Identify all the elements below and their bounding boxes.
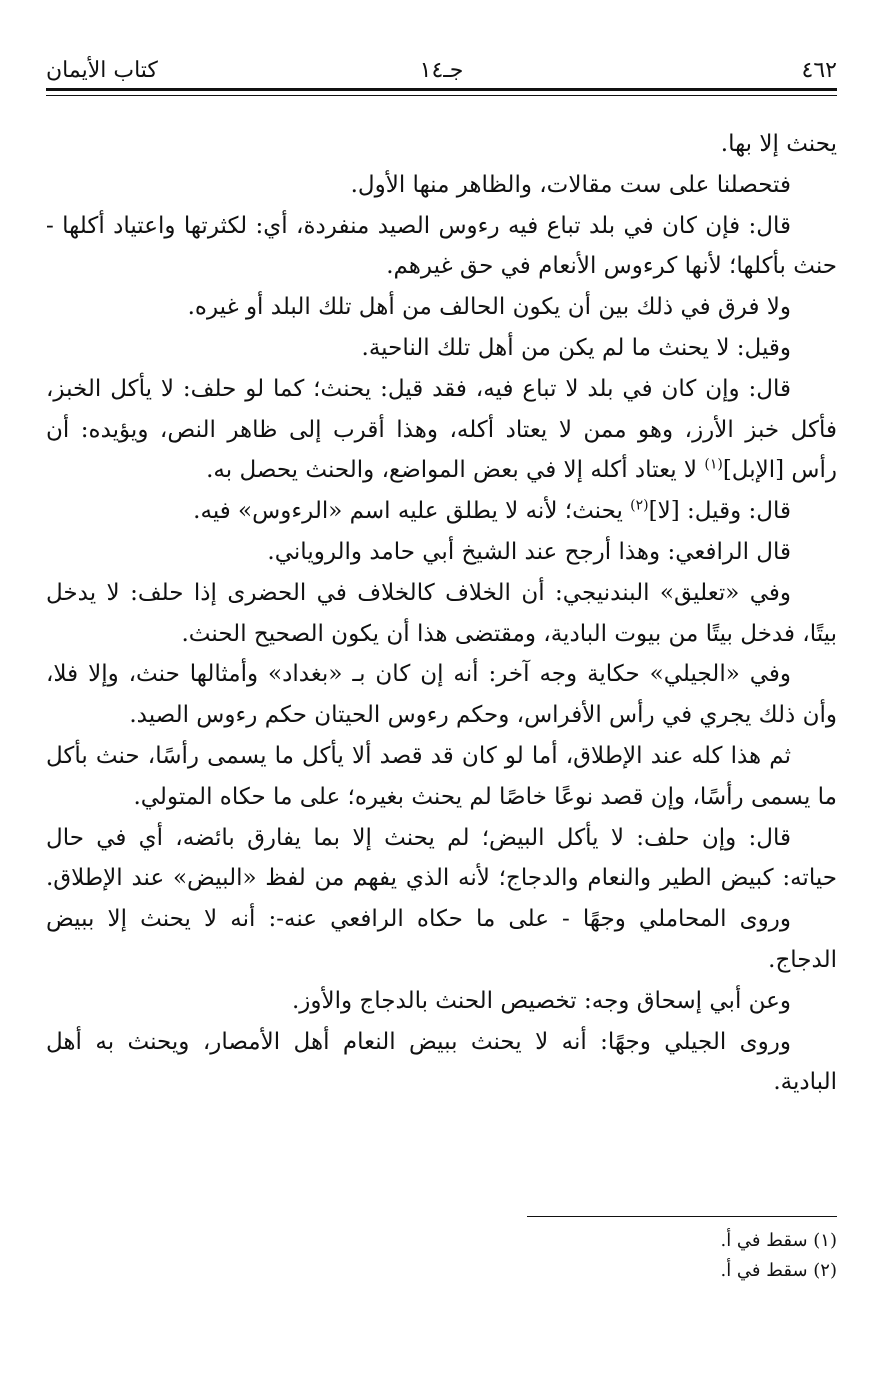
volume-label: جـ١٤ <box>419 58 464 83</box>
page-header <box>46 52 837 92</box>
text-line: فأكل خبز الأرز، وهو ممن لا يعتاد أكله، وهذا أقرب إلى ظاهر النص، ويؤيده: أن <box>46 416 837 443</box>
text-line: قال: فإن كان في بلد تباع فيه رءوس الصيد منفردة، أي: لكثرتها واعتياد أكلها - <box>46 212 791 239</box>
footnote-divider <box>527 1216 837 1217</box>
book-title: كتاب الأيمان <box>46 58 158 83</box>
text-line: ولا فرق في ذلك بين أن يكون الحالف من أهل تلك البلد أو غيره. <box>187 294 791 321</box>
text-line: وفي «تعليق» البندنيجي: أن الخلاف كالخلاف في الحضرى إذا حلف: لا يدخل <box>46 579 791 606</box>
footnote-number: (١) <box>813 1230 837 1251</box>
text-line: قال: وإن حلف: لا يأكل البيض؛ لم يحنث إلا بما يفارق بائضه، أي في حال <box>46 824 791 851</box>
text-line: وأن ذلك يجري في رأس الأفراس، وحكم رءوس الحيتان حكم رءوس الصيد. <box>129 702 837 729</box>
text-line: بيتًا، فدخل بيتًا من بيوت البادية، ومقتضى هذا أن يكون الصحيح الحنث. <box>181 620 837 647</box>
footnotes <box>46 1226 837 1286</box>
text-segment: لا يعتاد أكله إلا في بعض المواضع، والحنث يحصل به. <box>206 457 705 484</box>
text-line: وروى المحاملي وجهًا - على ما حكاه الرافعي عنه-: أنه لا يحنث إلا ببيض <box>46 906 791 933</box>
text-line: يحنث إلا بها. <box>720 131 837 157</box>
text-line: قال: وإن كان في بلد لا تباع فيه، فقد قيل: يحنث؛ كما لو حلف: لا يأكل الخبز، <box>46 375 791 402</box>
header-divider-thick <box>46 88 837 91</box>
text-segment: رأس [الإبل] <box>722 457 837 484</box>
footnote <box>46 1256 837 1286</box>
footnote <box>46 1226 837 1256</box>
text-segment: يحنث؛ لأنه لا يطلق عليه اسم «الرءوس» فيه. <box>193 498 631 525</box>
footnote-text: سقط في أ. <box>720 1260 808 1281</box>
text-line: فتحصلنا على ست مقالات، والظاهر منها الأول. <box>350 171 791 198</box>
text-line: حنث بأكلها؛ لأنها كرءوس الأنعام في حق غيرهم. <box>386 253 837 280</box>
text-line: ثم هذا كله عند الإطلاق، أما لو كان قد قصد ألا يأكل ما يسمى رأسًا، حنث بأكل <box>46 742 791 769</box>
footnote-marker: (١) <box>704 456 723 473</box>
text-line: وقيل: لا يحنث ما لم يكن من أهل تلك الناحية. <box>361 334 791 361</box>
text-line: وعن أبي إسحاق وجه: تخصيص الحنث بالدجاج والأوز. <box>291 987 791 1014</box>
header-divider-thin <box>46 95 837 96</box>
text-line: البادية. <box>773 1069 837 1096</box>
text-line: حياته: كبيض الطير والنعام والدجاج؛ لأنه الذي يفهم من لفظ «البيض» عند الإطلاق. <box>46 865 837 892</box>
text-segment: قال: وقيل: [لا] <box>648 498 791 525</box>
footnote-number: (٢) <box>813 1260 837 1281</box>
text-line <box>46 491 837 532</box>
footnote-marker: (٢) <box>630 497 649 514</box>
text-line: وروى الجيلي وجهًا: أنه لا يحنث ببيض النعام أهل الأمصار، ويحنث به أهل <box>46 1028 791 1055</box>
text-line: الدجاج. <box>768 946 837 973</box>
page-number: ٤٦٢ <box>801 58 837 83</box>
body-text <box>46 124 837 1103</box>
footnote-text: سقط في أ. <box>720 1230 808 1251</box>
text-line: قال الرافعي: وهذا أرجح عند الشيخ أبي حامد والروياني. <box>267 538 791 565</box>
text-line: ما يسمى رأسًا، وإن قصد نوعًا خاصًا لم يحنث بغيره؛ على ما حكاه المتولي. <box>133 783 837 810</box>
text-line <box>46 450 837 491</box>
text-line: وفي «الجيلي» حكاية وجه آخر: أنه إن كان بـ «بغداد» وأمثالها حنث، وإلا فلا، <box>46 661 791 688</box>
